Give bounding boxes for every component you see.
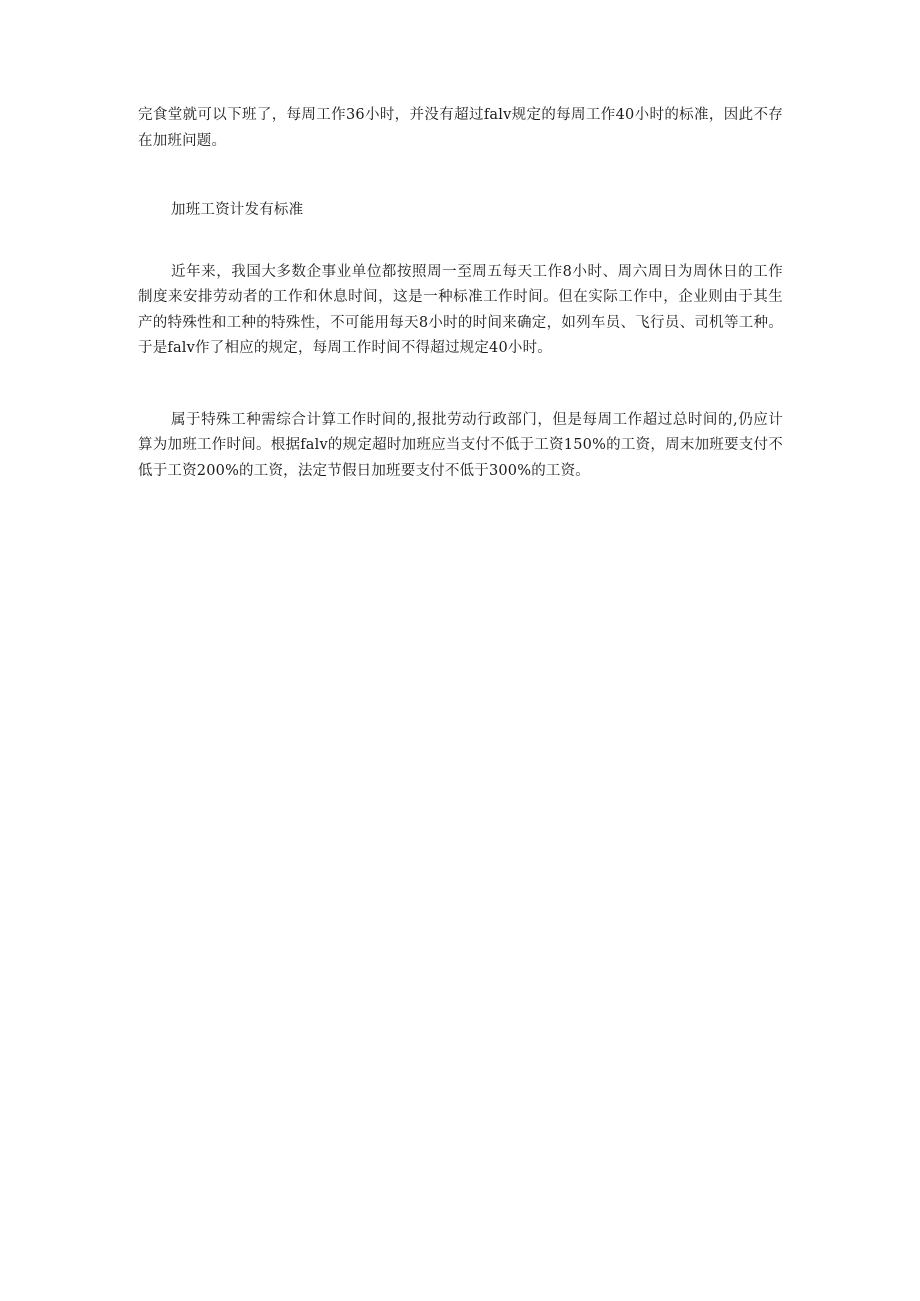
paragraph-overtime-pay: 属于特殊工种需综合计算工作时间的,报批劳动行政部门，但是每周工作超过总时间的,仍应计算为加班工作时间。根据falv的规定超时加班应当支付不低于工资150%的工资，周末加班要支付不低于工资200%的工资，法定节假日加班要支付不低于300%的工资。 bbox=[138, 411, 783, 479]
section-heading: 加班工资计发有标准 bbox=[171, 202, 304, 218]
document-body bbox=[138, 103, 783, 484]
paragraph-spacer bbox=[138, 154, 783, 198]
paragraph-standard-hours: 近年来，我国大多数企事业单位都按照周一至周五每天工作8小时、周六周日为周休日的工作制度来安排劳动者的工作和休息时间，这是一种标准工作时间。但在实际工作中，企业则由于其生产的特殊性和工种的特殊性，不可能用每天8小时的时间来确定，如列车员、飞行员、司机等工种。于是falv作了相应的规定，每周工作时间不得超过规定40小时。 bbox=[138, 263, 783, 356]
paragraph-spacer bbox=[138, 362, 783, 408]
paragraph-intro: 完食堂就可以下班了，每周工作36小时，并没有超过falv规定的每周工作40小时的标准，因此不存在加班问题。 bbox=[138, 107, 783, 149]
paragraph-spacer bbox=[138, 224, 783, 260]
